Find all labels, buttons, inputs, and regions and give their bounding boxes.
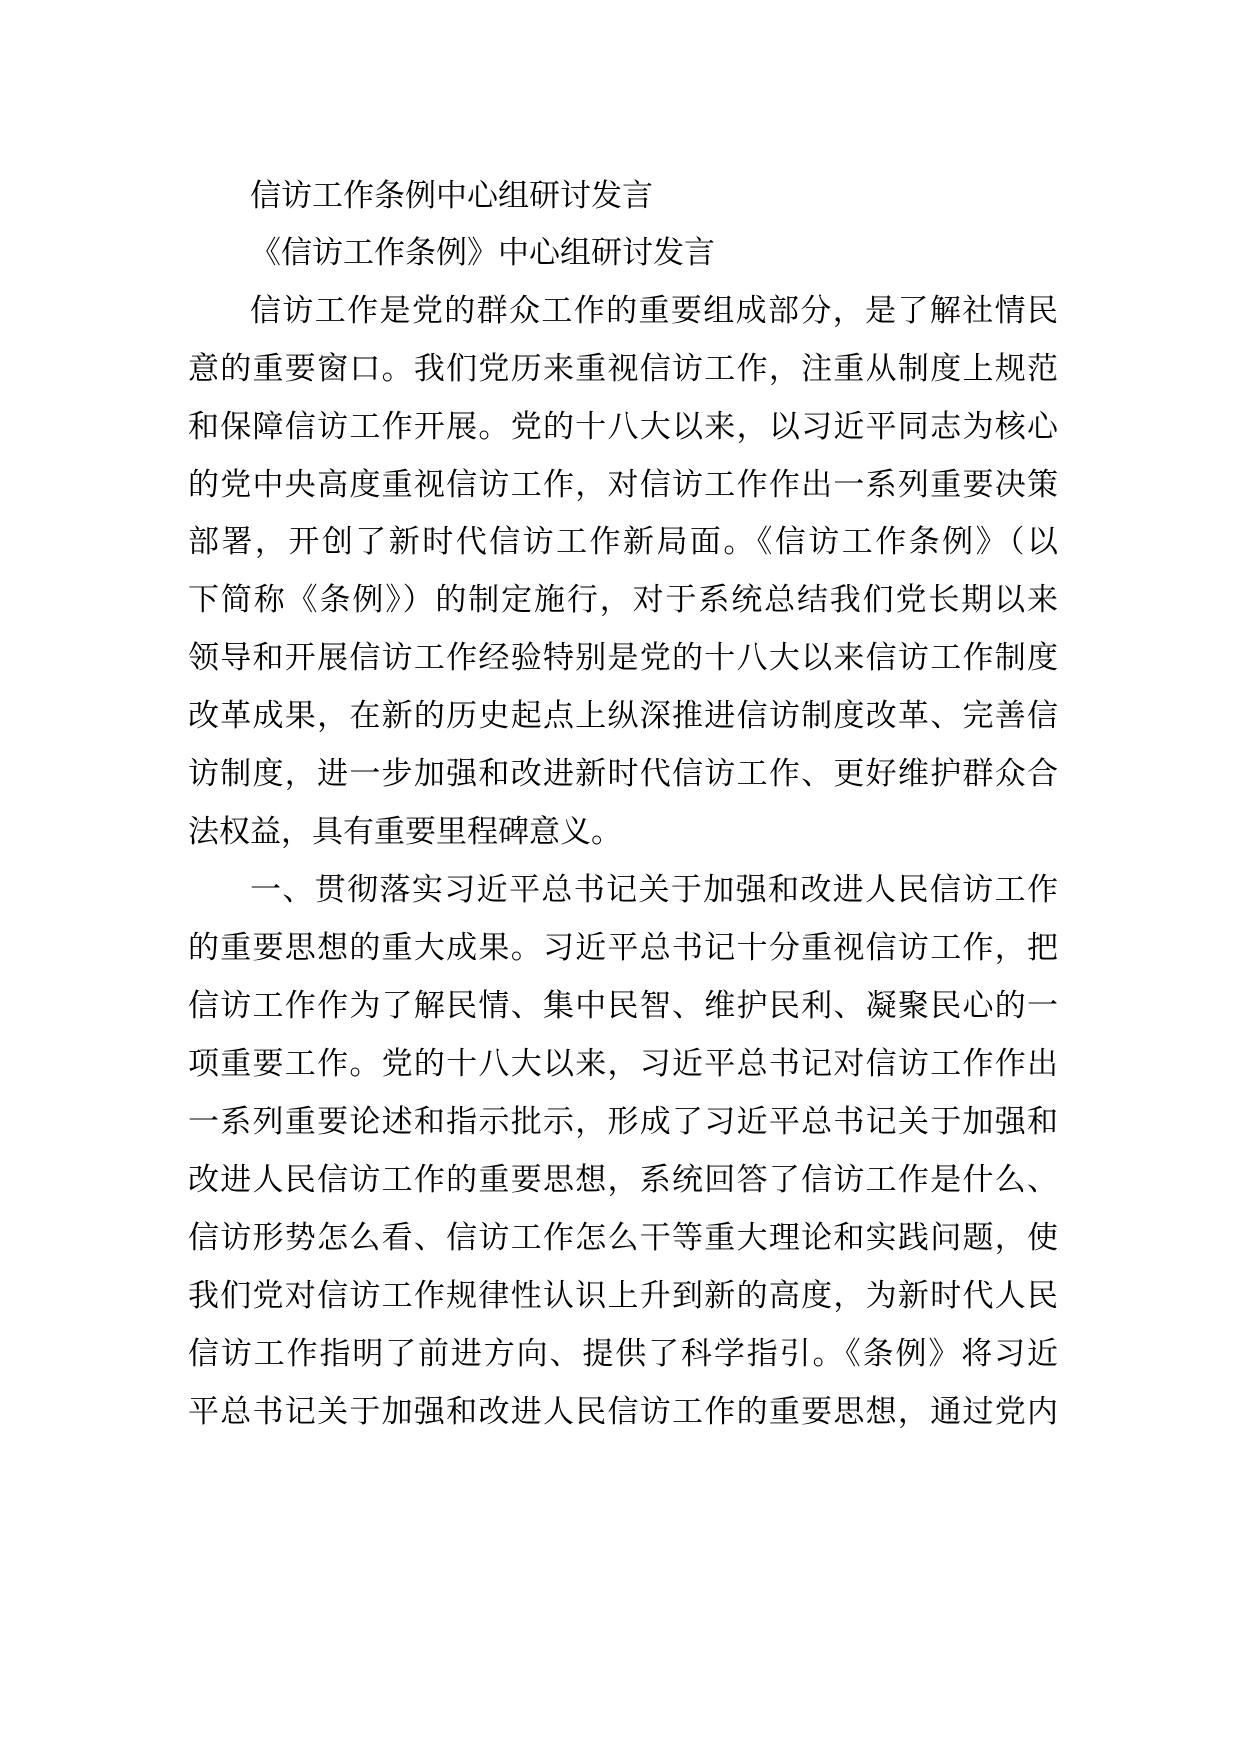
paragraph-line: 一系列重要论述和指示批示，形成了习近平总书记关于加强和	[188, 1104, 1058, 1140]
document-title: 信访工作条例中心组研讨发言	[250, 178, 653, 214]
paragraph-line: 访制度，进一步加强和改进新时代信访工作、更好维护群众合	[188, 756, 1058, 792]
paragraph-line: 信访工作指明了前进方向、提供了科学指引。《条例》将习近	[188, 1336, 1058, 1372]
paragraph-line: 下简称《条例》）的制定施行，对于系统总结我们党长期以来	[188, 582, 1058, 618]
paragraph-line: 改进人民信访工作的重要思想，系统回答了信访工作是什么、	[188, 1162, 1058, 1198]
paragraph-line: 一、贯彻落实习近平总书记关于加强和改进人民信访工作	[250, 872, 1058, 908]
paragraph-line: 法权益，具有重要里程碑意义。	[188, 814, 622, 850]
paragraph-line: 平总书记关于加强和改进人民信访工作的重要思想，通过党内	[188, 1394, 1058, 1430]
paragraph-line: 的重要思想的重大成果。习近平总书记十分重视信访工作，把	[188, 930, 1058, 966]
paragraph-line: 的党中央高度重视信访工作，对信访工作作出一系列重要决策	[188, 467, 1058, 503]
document-subtitle: 《信访工作条例》中心组研讨发言	[250, 235, 715, 271]
paragraph-line: 和保障信访工作开展。党的十八大以来，以习近平同志为核心	[188, 409, 1058, 445]
paragraph-line: 信访工作作为了解民情、集中民智、维护民利、凝聚民心的一	[188, 988, 1058, 1024]
paragraph-line: 改革成果，在新的历史起点上纵深推进信访制度改革、完善信	[188, 698, 1058, 734]
paragraph-line: 信访形势怎么看、信访工作怎么干等重大理论和实践问题，使	[188, 1220, 1058, 1256]
paragraph-line: 信访工作是党的群众工作的重要组成部分，是了解社情民	[250, 293, 1058, 329]
paragraph-line: 部署，开创了新时代信访工作新局面。《信访工作条例》（以	[188, 524, 1058, 560]
paragraph-line: 项重要工作。党的十八大以来，习近平总书记对信访工作作出	[188, 1046, 1058, 1082]
paragraph-line: 我们党对信访工作规律性认识上升到新的高度，为新时代人民	[188, 1278, 1058, 1314]
paragraph-line: 意的重要窗口。我们党历来重视信访工作，注重从制度上规范	[188, 351, 1058, 387]
paragraph-line: 领导和开展信访工作经验特别是党的十八大以来信访工作制度	[188, 640, 1058, 676]
